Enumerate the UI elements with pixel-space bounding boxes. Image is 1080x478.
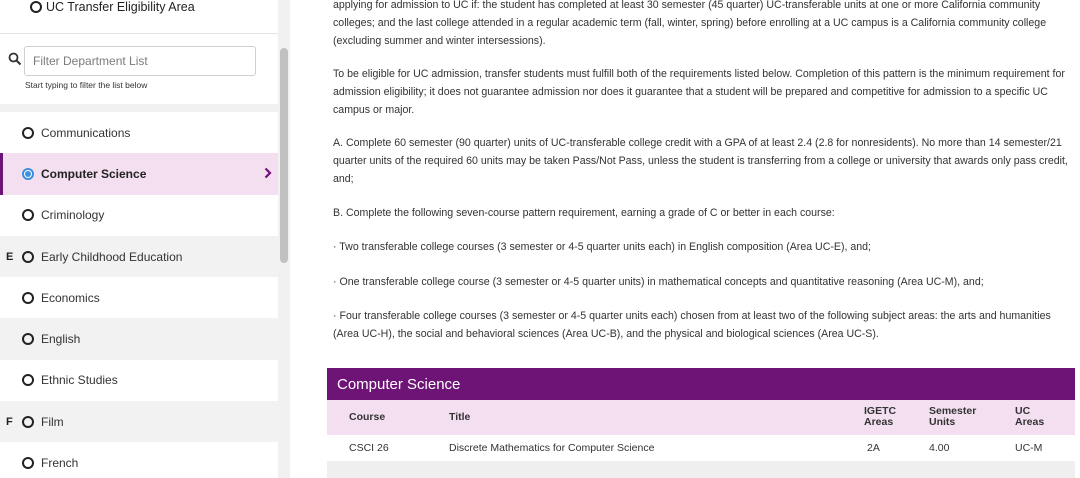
uc-transfer-eligibility-item[interactable]: [30, 0, 195, 14]
department-item-french[interactable]: [0, 442, 278, 478]
department-label: Film: [41, 414, 64, 429]
department-item-english[interactable]: [0, 318, 278, 359]
bullet-subject-areas: · Four transferable college courses (3 semester or 4-5 quarter units each) chosen from at least two of the following subject areas: the arts and humanities (Area UC-H), the social and behavioral sciences (Area UC-B), and the physical and biological sciences (Area UC-S).: [333, 310, 1051, 340]
requirement-b: B. Complete the following seven-course pattern requirement, earning a grade of C or better in each course:: [333, 207, 835, 219]
main-content: [290, 0, 1080, 478]
cell-igetc: 2A: [867, 442, 880, 454]
table-row: [327, 461, 1075, 478]
requirement-a: A. Complete 60 semester (90 quarter) units of UC-transferable college credit with a GPA of at least 2.4 (2.8 for nonresidents). No more than 14 semester/21 quarter units of the required 60 units may be taken Pass/Not Pass, unless the student is transferring from a college or university that awards only pass credit, and;: [333, 137, 1068, 185]
department-label: Computer Science: [41, 166, 147, 181]
radio-icon[interactable]: [22, 292, 34, 304]
bullet-math: · One transferable college course (3 semester or 4-5 quarter units) in mathematical concepts and quantitative reasoning (Area UC-M), and;: [333, 276, 984, 288]
cell-course: CSCI 26: [349, 442, 389, 454]
column-igetc-line2: Areas: [864, 416, 894, 428]
department-label: Ethnic Studies: [41, 373, 118, 388]
column-uc-areas: [1015, 406, 1044, 428]
department-sidebar: [0, 0, 290, 478]
department-label: French: [41, 456, 79, 471]
radio-icon[interactable]: [30, 1, 42, 13]
column-uc-line1: UC: [1015, 405, 1031, 417]
cell-uc: UC-M: [1015, 442, 1043, 454]
department-item-communications[interactable]: [0, 112, 278, 153]
radio-selected-icon[interactable]: [22, 168, 34, 180]
department-item-computer-science[interactable]: [0, 153, 278, 194]
uc-transfer-eligibility-label: UC Transfer Eligibility Area: [46, 0, 195, 14]
radio-icon[interactable]: [22, 127, 34, 139]
department-item-economics[interactable]: [0, 277, 278, 318]
bullet-english: · Two transferable college courses (3 semester or 4-5 quarter units each) in English composition (Area UC-E), and;: [333, 241, 871, 253]
column-igetc-line1: IGETC: [864, 405, 897, 417]
eligibility-paragraph: applying for admission to UC if: the student has completed at least 30 semester (45 quarter) UC-transferable units at one or more California community colleges; and the last college attended in a regular academic term (fall, winter, spring) before enrolling at a UC campus is a California community college (excluding summer and winter intersessions).: [333, 0, 1047, 47]
radio-icon[interactable]: [22, 333, 34, 345]
department-list: [0, 112, 278, 478]
department-item-criminology[interactable]: [0, 195, 278, 236]
column-igetc: [864, 406, 896, 428]
scrollbar-thumb[interactable]: [280, 48, 288, 263]
divider: [0, 104, 278, 112]
radio-icon[interactable]: [22, 374, 34, 386]
radio-icon[interactable]: [22, 416, 34, 428]
chevron-right-icon: [264, 167, 272, 179]
requirements-paragraph: To be eligible for UC admission, transfer students must fulfill both of the requirements listed below. Completion of this pattern is the minimum requirement for admission eligibility; it does not guarantee admission nor does it guarantee that a student will be prepared and competitive for admission to a specific UC campus or major.: [333, 68, 1065, 116]
radio-icon[interactable]: [22, 209, 34, 221]
cell-units: 4.00: [929, 442, 950, 454]
table-title: Computer Science: [327, 368, 1075, 400]
column-units: [929, 406, 976, 428]
filter-hint: Start typing to filter the list below: [25, 80, 148, 90]
computer-science-table: [327, 368, 1075, 478]
search-icon: [8, 52, 22, 66]
department-label: Communications: [41, 125, 131, 140]
radio-icon[interactable]: [22, 457, 34, 469]
radio-icon[interactable]: [22, 251, 34, 263]
table-row: [327, 435, 1075, 461]
column-units-line1: Semester: [929, 405, 977, 417]
department-label: Economics: [41, 290, 100, 305]
sidebar-scrollbar[interactable]: [278, 0, 290, 478]
filter-department-input[interactable]: [24, 46, 256, 76]
cell-title: Discrete Mathematics for Computer Science: [449, 442, 655, 454]
column-uc-line2: Areas: [1015, 416, 1045, 428]
department-label: English: [41, 332, 81, 347]
index-letter: E: [6, 250, 14, 263]
department-label: Early Childhood Education: [41, 249, 183, 264]
department-item-ethnic-studies[interactable]: [0, 360, 278, 401]
department-label: Criminology: [41, 208, 105, 223]
department-item-early-childhood-education[interactable]: [0, 236, 278, 277]
column-units-line2: Units: [929, 416, 956, 428]
divider: [0, 33, 278, 34]
index-letter: F: [6, 415, 13, 428]
column-course: Course: [349, 411, 386, 423]
column-title: Title: [449, 411, 471, 423]
department-item-film[interactable]: [0, 401, 278, 442]
table-header-row: [327, 400, 1075, 435]
